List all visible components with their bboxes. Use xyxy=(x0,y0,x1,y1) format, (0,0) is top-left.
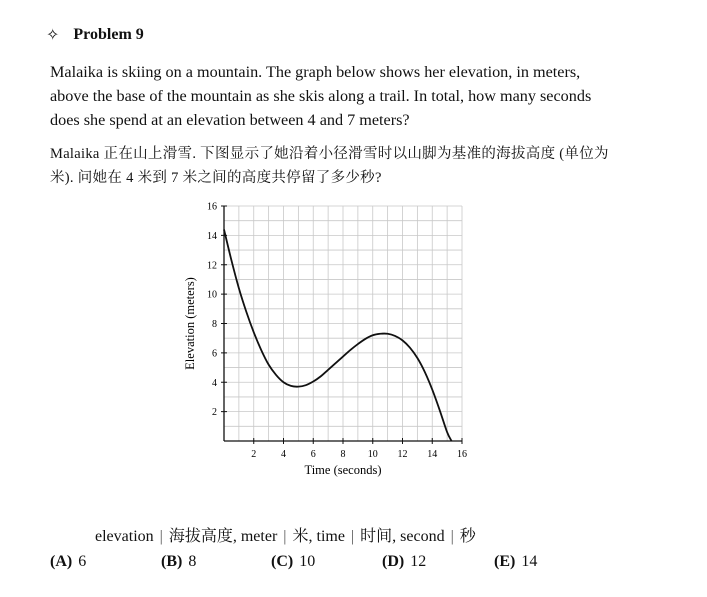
chart-ticks xyxy=(207,202,467,461)
choice-value: 6 xyxy=(78,553,87,570)
gloss-time-zh: 时间, xyxy=(360,528,397,545)
choice-value: 10 xyxy=(299,553,316,570)
gloss-meter-zh: 米, xyxy=(292,528,313,545)
choice-value: 14 xyxy=(521,553,538,570)
gloss-separator: | xyxy=(350,528,355,545)
choice-c[interactable] xyxy=(271,553,315,571)
x-tick-label: 8 xyxy=(340,449,346,460)
four-point-star-icon: ✧ xyxy=(46,25,60,44)
problem-title: Problem 9 xyxy=(73,26,144,43)
gloss-separator: | xyxy=(283,528,287,545)
choice-value: 8 xyxy=(188,553,197,570)
x-axis-label: Time (seconds) xyxy=(304,463,382,477)
elevation-chart-svg xyxy=(180,196,480,481)
x-tick-label: 16 xyxy=(457,449,467,460)
gloss-meter: meter xyxy=(240,528,278,545)
answer-choices xyxy=(50,553,610,577)
problem-text-chinese: Malaika 正在山上滑雪. 下图显示了她沿着小径滑雪时以山脚为基准的海拔高度 (单位为米). 问她在 4 米到 7 米之间的高度共停留了多少秒? xyxy=(50,146,609,186)
choice-value: 12 xyxy=(410,553,427,570)
y-tick-label: 12 xyxy=(207,260,217,272)
x-tick-label: 6 xyxy=(310,449,316,460)
choice-label: (A) xyxy=(50,553,73,570)
choice-label: (D) xyxy=(382,553,405,570)
x-tick-label: 14 xyxy=(427,449,438,460)
y-axis-label: Elevation (meters) xyxy=(183,277,197,370)
gloss-elevation-zh: 海拔高度, xyxy=(168,528,237,545)
choice-label: (B) xyxy=(161,553,183,570)
glossary-line xyxy=(95,523,476,546)
gloss-separator: | xyxy=(450,528,454,545)
problem-header xyxy=(46,26,144,44)
y-tick-label: 4 xyxy=(212,377,217,389)
y-tick-label: 8 xyxy=(212,319,217,330)
x-tick-label: 2 xyxy=(251,449,257,460)
choice-e[interactable] xyxy=(494,553,537,571)
choice-b[interactable] xyxy=(161,553,196,571)
gloss-second-zh: 秒 xyxy=(459,528,476,545)
gloss-elevation: elevation xyxy=(95,528,154,545)
x-tick-label: 4 xyxy=(281,449,286,460)
choice-label: (E) xyxy=(494,553,516,570)
y-tick-label: 10 xyxy=(207,289,217,301)
choice-d[interactable] xyxy=(382,553,426,571)
y-tick-label: 2 xyxy=(212,407,217,419)
y-tick-label: 14 xyxy=(207,230,217,242)
choice-label: (C) xyxy=(271,553,294,570)
y-tick-label: 16 xyxy=(207,201,217,213)
gloss-time: time xyxy=(316,528,345,545)
x-tick-label: 10 xyxy=(367,449,378,460)
y-tick-label: 6 xyxy=(212,348,217,360)
chart-grid xyxy=(224,206,462,441)
elevation-graph xyxy=(180,196,480,485)
gloss-second: second xyxy=(400,528,445,545)
gloss-separator: | xyxy=(159,528,163,545)
problem-text-english: Malaika is skiing on a mountain. The graph below shows her elevation, in meters, above the base of the mountain as she skis along a trail. In total, how many seconds does she spend at an elevation between 4 and 7 meters? xyxy=(50,63,592,129)
x-tick-label: 12 xyxy=(397,449,408,460)
choice-a[interactable] xyxy=(50,553,86,571)
